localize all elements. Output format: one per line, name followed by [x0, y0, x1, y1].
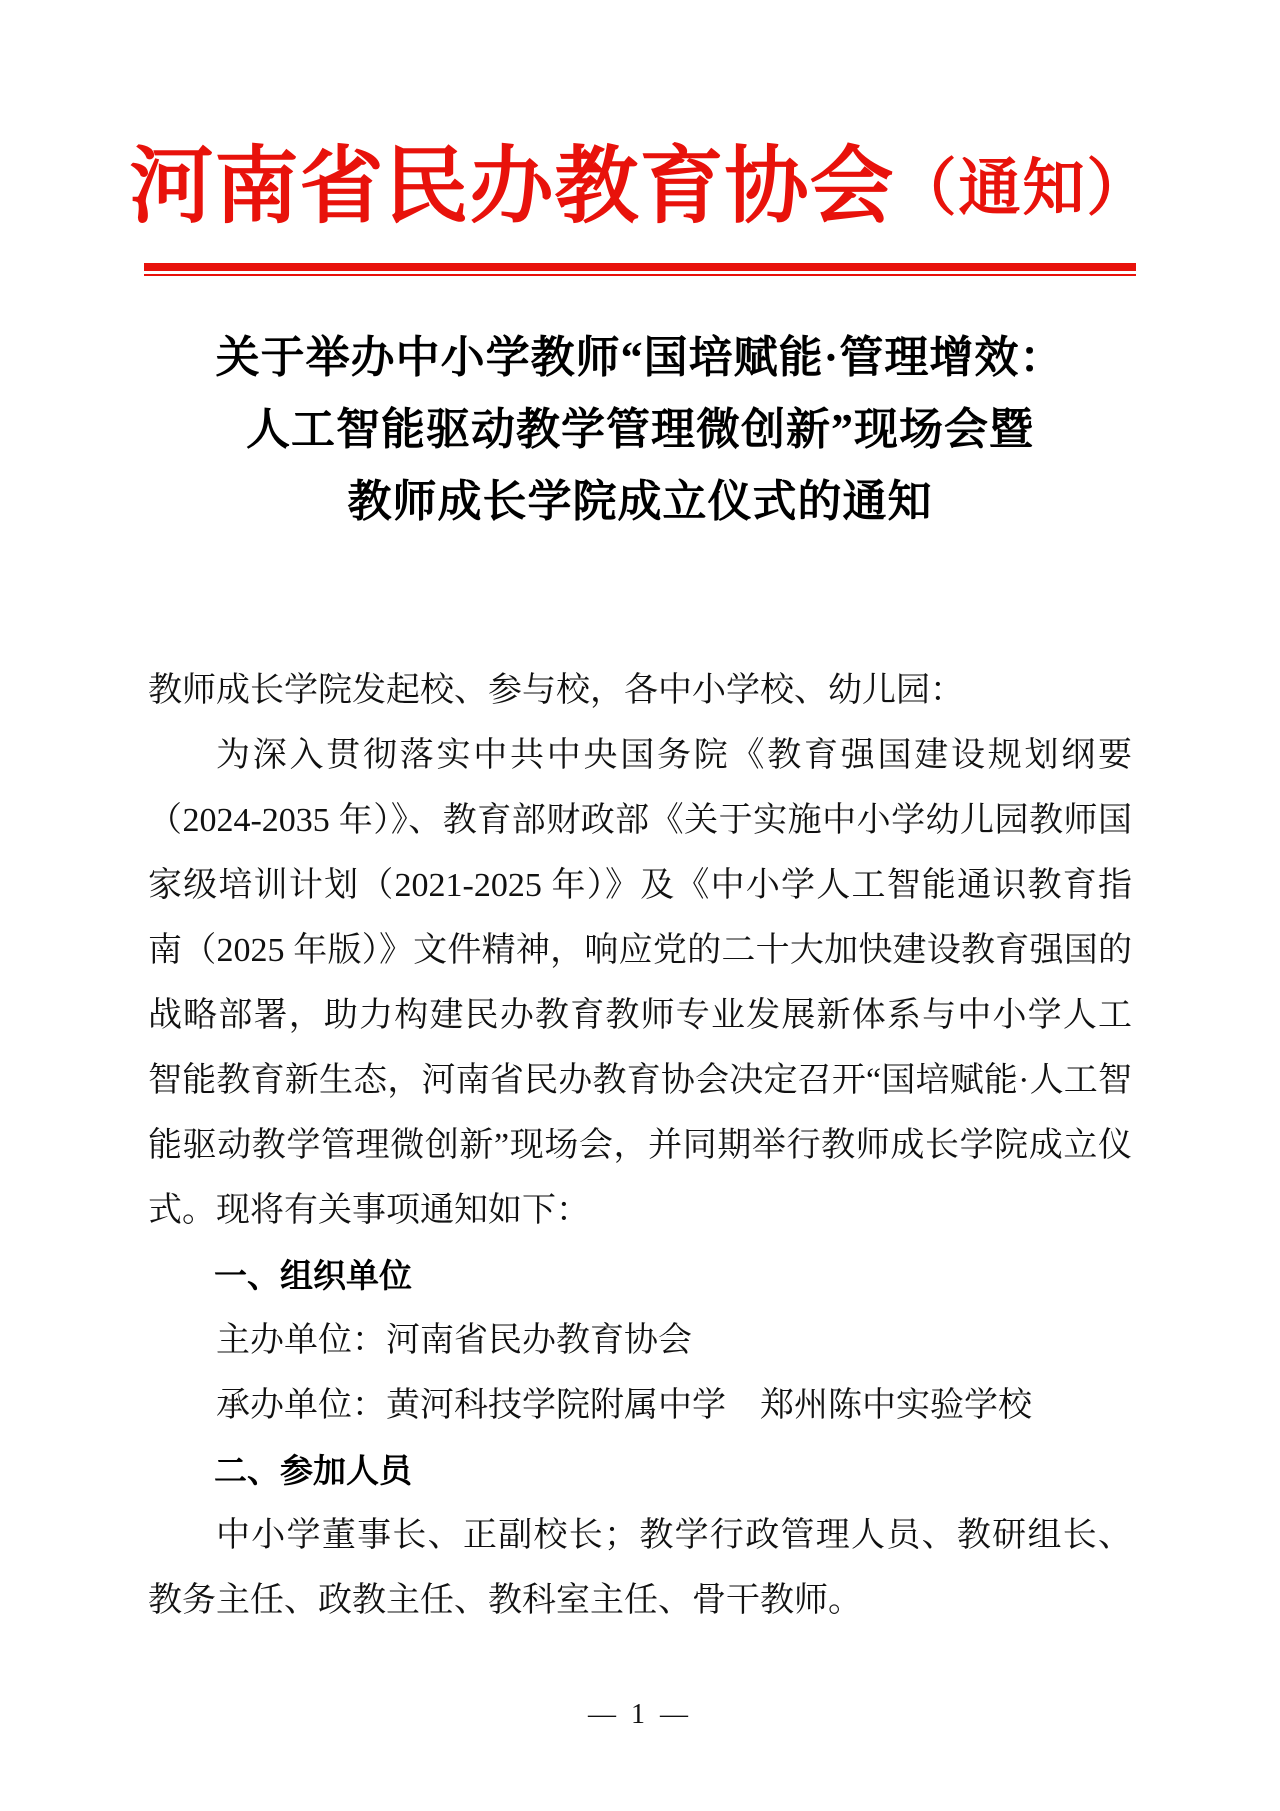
letterhead — [0, 0, 1280, 276]
organizer-unit-line: 承办单位：黄河科技学院附属中学 郑州陈中实验学校 — [216, 1386, 1032, 1424]
section-heading-1: 一、组织单位 — [214, 1256, 412, 1294]
host-unit-line: 主办单位：河南省民办教育协会 — [216, 1321, 692, 1359]
intro-paragraph: 为深入贯彻落实中共中央国务院《教育强国建设规划纲要（2024-2035 年）》、教育部财政部《关于实施中小学幼儿园教师国家级培训计划（2021-2025 年）》及《中小学人工智能通识教育指南（2025 年版）》文件精神，响应党的二十大加快建设教育强国的战略部署，助力构建民办教育教师专业发展新体系与中小学人工智能教育新生态，河南省民办教育协会决定召开“国培赋能·人工智能驱动教学管理微创新”现场会，并同期举行教师成长学院成立仪式。现将有关事项通知如下： — [148, 736, 1132, 1229]
notice-title-line-3: 教师成长学院成立仪式的通知 — [347, 476, 933, 526]
notice-title-line-2: 人工智能驱动教学管理微创新”现场会暨 — [246, 404, 1034, 454]
divider-thin-line — [144, 274, 1136, 276]
notice-title-line-1: 关于举办中小学教师“国培赋能·管理增效： — [215, 332, 1065, 382]
salutation: 教师成长学院发起校、参与校，各中小学校、幼儿园： — [148, 671, 964, 709]
participants-paragraph: 中小学董事长、正副校长；教学行政管理人员、教研组长、教务主任、政教主任、教科室主任、骨干教师。 — [148, 1516, 1132, 1619]
page-number: — 1 — — [588, 1699, 692, 1730]
doc-type-label: （通知） — [894, 155, 1151, 223]
section-heading-2: 二、参加人员 — [214, 1451, 412, 1489]
org-name: 河南省民办教育协会 — [129, 141, 895, 234]
letterhead-title — [0, 140, 1280, 237]
notice-title — [140, 322, 1140, 538]
divider-thick-line — [144, 263, 1136, 271]
letterhead-divider — [144, 263, 1136, 276]
notice-body — [148, 658, 1132, 1633]
